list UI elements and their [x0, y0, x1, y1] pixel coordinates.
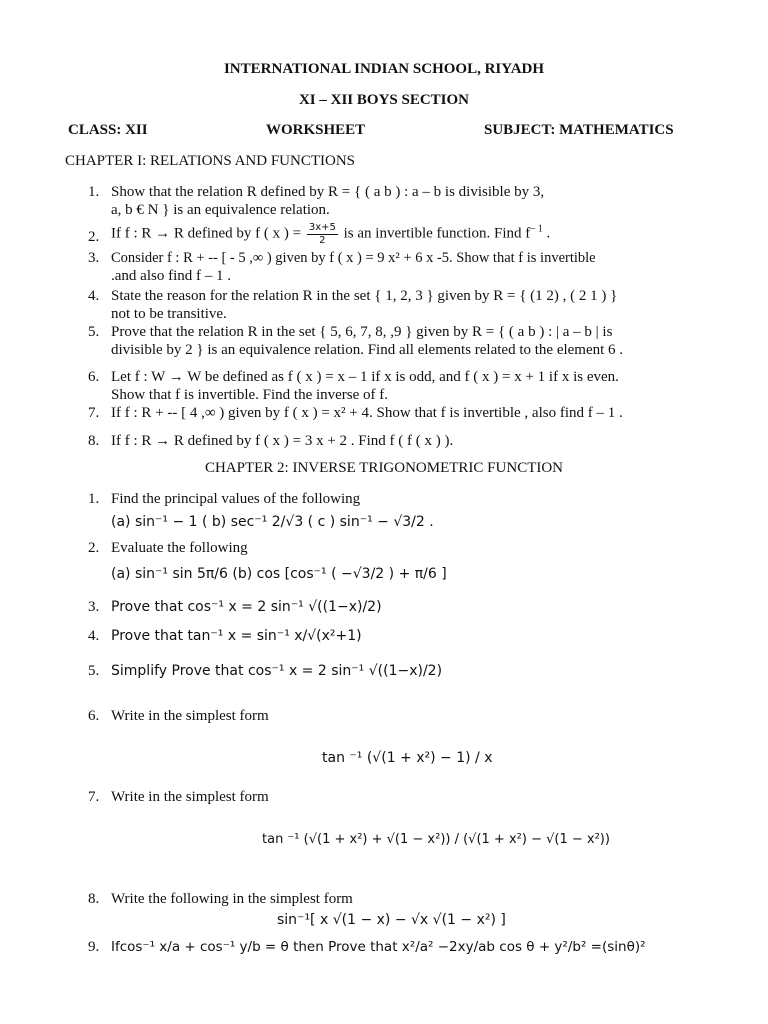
ch1-q2-text-b: is an invertible function. Find f: [343, 225, 531, 242]
ch2-q9-text: Ifcos⁻¹ x/a + cos⁻¹ y/b = θ then Prove that x²/a² −2xy/ab cos θ + y²/b² =(sinθ)²: [111, 939, 646, 955]
ch1-q8-number: 8.: [88, 433, 100, 449]
ch1-q3-line1: Consider f : R + -- [ - 5 ,∞ ) given by f ( x ) = 9 x² + 6 x -5. Show that f is invertible: [111, 250, 596, 266]
worksheet-label: WORKSHEET: [266, 122, 366, 138]
ch2-q4-number: 4.: [88, 628, 100, 644]
ch1-q2-fraction: [307, 222, 338, 246]
ch2-q9-number: 9.: [88, 939, 100, 955]
ch1-q5-number: 5.: [88, 324, 100, 340]
class-label: CLASS: XII: [68, 122, 148, 138]
ch1-q2-number: 2.: [88, 229, 100, 245]
ch2-q4-text: Prove that tan⁻¹ x = sin⁻¹ x/√(x²+1): [111, 628, 362, 644]
ch2-q5-text: Simplify Prove that cos⁻¹ x = 2 sin⁻¹ √((1−x)/2): [111, 663, 443, 679]
ch1-q7-line1: If f : R + -- [ 4 ,∞ ) given by f ( x ) = x² + 4. Show that f is invertible , also find f – 1 .: [111, 405, 623, 421]
ch2-q3-text: Prove that cos⁻¹ x = 2 sin⁻¹ √((1−x)/2): [111, 599, 382, 615]
ch2-q1-number: 1.: [88, 491, 100, 507]
ch2-q1-text: Find the principal values of the following: [111, 491, 361, 507]
ch1-q5-line2: divisible by 2 } is an equivalence relation. Find all elements related to the element 6 .: [111, 342, 624, 358]
ch2-q6-expression: tan ⁻¹ (√(1 + x²) − 1) / x: [322, 750, 493, 766]
ch1-q1-line1: Show that the relation R defined by R = { ( a b ) : a – b is divisible by 3,: [111, 184, 545, 200]
ch1-q7-number: 7.: [88, 405, 100, 421]
ch2-q8-number: 8.: [88, 891, 100, 907]
ch2-q3-number: 3.: [88, 599, 100, 615]
ch2-q8-text: Write the following in the simplest form: [111, 891, 353, 907]
section-title: XI – XII BOYS SECTION: [298, 92, 470, 108]
ch1-q1-number: 1.: [88, 184, 100, 200]
ch1-q2-text-a: If f : R → R defined by f ( x ) =: [111, 225, 302, 242]
ch1-q5-line1: Prove that the relation R in the set { 5, 6, 7, 8, ,9 } given by R = { ( a b ) : | a – b | is: [111, 324, 613, 340]
ch1-q4-line2: not to be transitive.: [111, 306, 227, 322]
subject-label: SUBJECT: MATHEMATICS: [484, 122, 674, 138]
ch1-q1-line2: a, b € N } is an equivalence relation.: [111, 202, 330, 218]
ch1-q4-number: 4.: [88, 288, 100, 304]
ch2-q2-parts: (a) sin⁻¹ sin 5π/6 (b) cos [cos⁻¹ ( −√3/2 ) + π/6 ]: [111, 566, 447, 582]
chapter1-title: CHAPTER I: RELATIONS AND FUNCTIONS: [65, 153, 356, 169]
ch2-q2-text: Evaluate the following: [111, 540, 248, 556]
ch2-q7-text: Write in the simplest form: [111, 789, 269, 805]
ch1-q2-exponent: – 1: [530, 223, 543, 235]
ch1-q3-number: 3.: [88, 250, 100, 266]
ch1-q2-text-c: .: [546, 225, 551, 242]
ch1-q6-line2: Show that f is invertible. Find the inverse of f.: [111, 387, 389, 403]
fraction-denominator: 2: [319, 234, 326, 246]
ch1-q2-line: [111, 222, 550, 246]
ch2-q6-text: Write in the simplest form: [111, 708, 269, 724]
ch2-q2-number: 2.: [88, 540, 100, 556]
ch2-q7-expression: tan ⁻¹ (√(1 + x²) + √(1 − x²)) / (√(1 + x²) − √(1 − x²)): [262, 832, 610, 847]
ch2-q8-expression: sin⁻¹[ x √(1 − x) − √x √(1 − x²) ]: [277, 912, 506, 928]
ch1-q3-line2: .and also find f – 1 .: [111, 268, 231, 284]
fraction-numerator: 3x+5: [308, 222, 336, 233]
ch2-q1-parts: (a) sin⁻¹ − 1 ( b) sec⁻¹ 2/√3 ( c ) sin⁻¹ − √3/2 .: [111, 514, 434, 530]
ch2-q5-number: 5.: [88, 663, 100, 679]
ch1-q6-number: 6.: [88, 369, 100, 385]
ch1-q8-line1: If f : R → R defined by f ( x ) = 3 x + 2 . Find f ( f ( x ) ).: [111, 433, 454, 449]
school-name: INTERNATIONAL INDIAN SCHOOL, RIYADH: [223, 61, 545, 77]
ch2-q7-number: 7.: [88, 789, 100, 805]
chapter2-title: CHAPTER 2: INVERSE TRIGONOMETRIC FUNCTION: [204, 460, 564, 476]
ch1-q6-line1: Let f : W → W be defined as f ( x ) = x – 1 if x is odd, and f ( x ) = x + 1 if x is even.: [111, 369, 619, 385]
ch1-q4-line1: State the reason for the relation R in the set { 1, 2, 3 } given by R = { (1 2) , ( 2 1 ) }: [111, 288, 618, 304]
ch2-q6-number: 6.: [88, 708, 100, 724]
